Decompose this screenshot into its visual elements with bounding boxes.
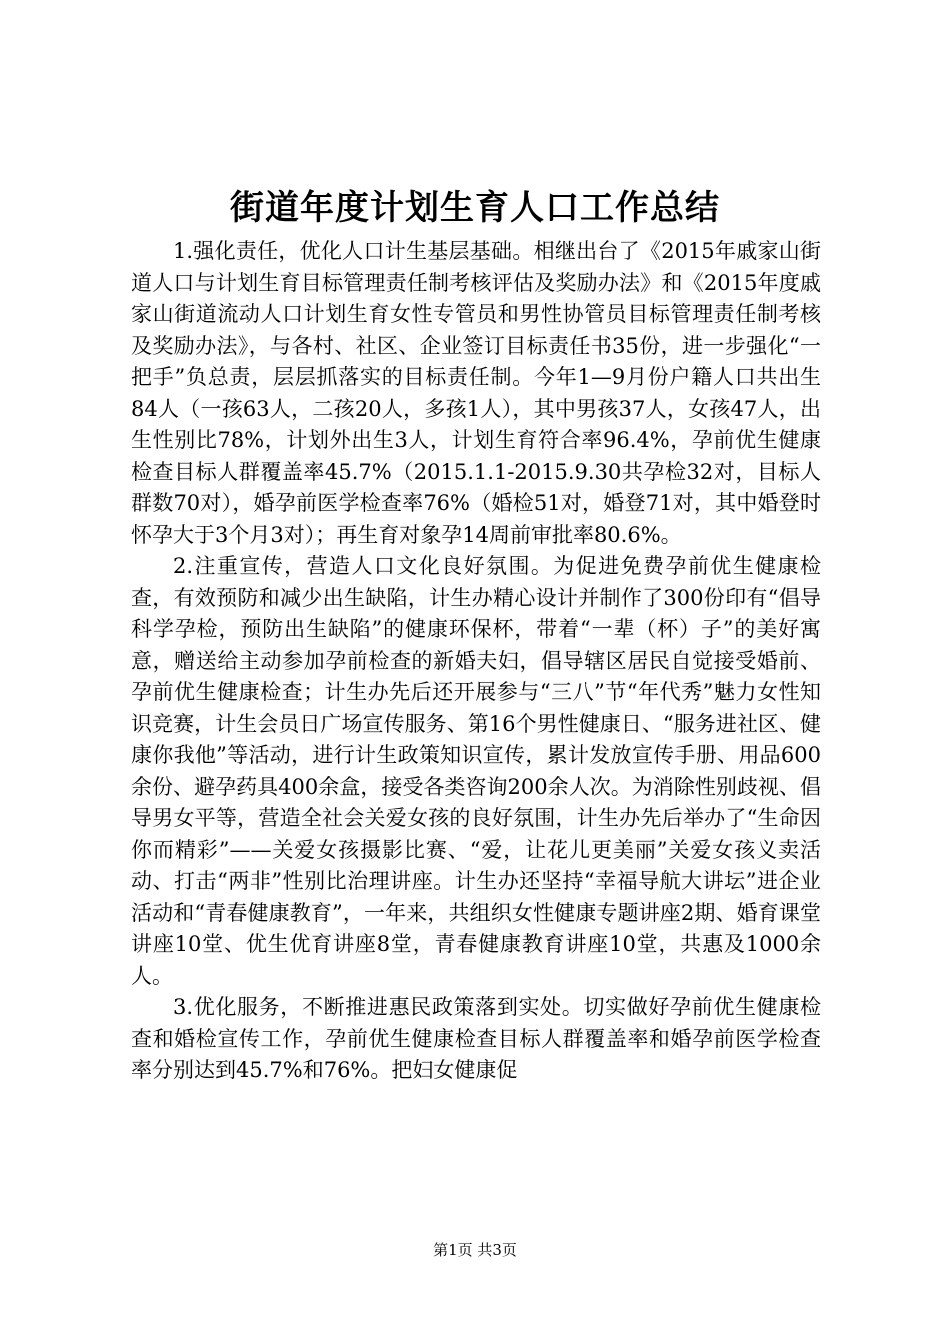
paragraph-2: 2.注重宣传，营造人口文化良好氛围。为促进免费孕前优生健康检查，有效预防和减少出生缺陷，计生办精心设计并制作了300份印有“倡导科学孕检，预防出生缺陷”的健康环保杯，带着“一辈（杯）子”的美好寓意，赠送给主动参加孕前检查的新婚夫妇，倡导辖区居民自觉接受婚前、孕前优生健康检查；计生办先后还开展参与“三八”节“年代秀”魅力女性知识竞赛，计生会员日广场宣传服务、第16个男性健康日、“服务进社区、健康你我他”等活动，进行计生政策知识宣传，累计发放宣传手册、用品600余份、避孕药具400余盒，接受各类咨询200余人次。为消除性别歧视、倡导男女平等，营造全社会关爱女孩的良好氛围，计生办先后举办了“生命因你而精彩”——关爱女孩摄影比赛、“爱，让花儿更美丽”关爱女孩义卖活动、打击“两非”性别比治理讲座。计生办还坚持“幸福导航大讲坛”进企业活动和“青春健康教育”，一年来，共组织女性健康专题讲座2期、婚育课堂讲座10堂、优生优育讲座8堂，青春健康教育讲座10堂，共惠及1000余人。: [131, 554, 821, 988]
paragraph-1: 1.强化责任，优化人口计生基层基础。相继出台了《2015年戚家山街道人口与计划生育目标管理责任制考核评估及奖励办法》和《2015年度戚家山街道流动人口计划生育女性专管员和男性协管员目标管理责任制考核及奖励办法》，与各村、社区、企业签订目标责任书35份，进一步强化“一把手”负总责，层层抓落实的目标责任制。今年1—9月份户籍人口共出生84人（一孩63人，二孩20人，多孩1人），其中男孩37人，女孩47人，出生性别比78%，计划外出生3人，计划生育符合率96.4%，孕前优生健康检查目标人群覆盖率45.7%（2015.1.1-2015.9.30共孕检32对，目标人群数70对），婚孕前医学检查率76%（婚检51对，婚登71对，其中婚登时怀孕大于3个月3对）；再生育对象孕14周前审批率80.6%。: [131, 239, 821, 547]
paragraph-3: 3.优化服务，不断推进惠民政策落到实处。切实做好孕前优生健康检查和婚检宣传工作，孕前优生健康检查目标人群覆盖率和婚孕前医学检查率分别达到45.7%和76%。把妇女健康促: [131, 995, 821, 1082]
document-body: [131, 236, 821, 1087]
page-number-footer: 第1页 共3页: [433, 1241, 517, 1259]
document-title: 街道年度计划生育人口工作总结: [230, 188, 720, 228]
